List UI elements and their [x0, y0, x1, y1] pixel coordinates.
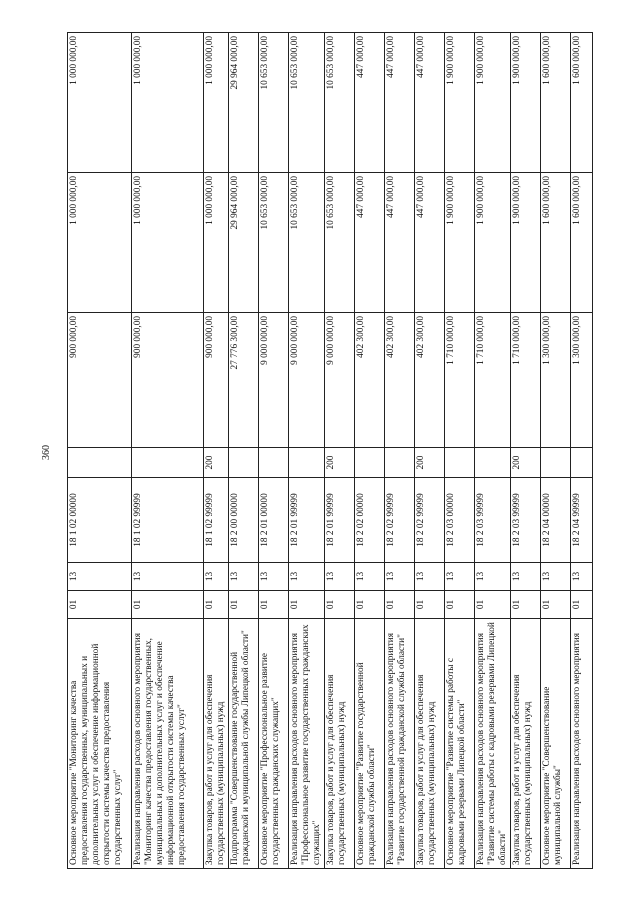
row-expense-type-code: [259, 448, 289, 478]
row-amount-year-1: 1 710 000,00: [445, 313, 475, 448]
row-name: Закупка товаров, работ и услуг для обеспечения государственных (муниципальных) нужд: [325, 619, 355, 869]
row-amount-year-2: 1 000 000,00: [132, 173, 204, 313]
row-amount-year-1: 1 710 000,00: [475, 313, 511, 448]
row-amount-year-1: 9 000 000,00: [289, 313, 325, 448]
row-target-article-code: 18 2 03 99999: [511, 478, 541, 563]
row-amount-year-1: 900 000,00: [68, 313, 132, 448]
row-target-article-code: 18 2 03 99999: [475, 478, 511, 563]
row-expense-type-code: [229, 448, 259, 478]
row-amount-year-1: 9 000 000,00: [325, 313, 355, 448]
row-amount-year-1: 9 000 000,00: [259, 313, 289, 448]
row-name: Закупка товаров, работ и услуг для обеспечения государственных (муниципальных) нужд: [415, 619, 445, 869]
row-name: Реализация направления расходов основного мероприятия: [571, 619, 593, 869]
row-amount-year-3: 447 000,00: [355, 33, 385, 173]
row-name: Основное мероприятие "Профессиональное развитие государственных гражданских служащих": [259, 619, 289, 869]
table-row: [68, 33, 132, 869]
row-expense-type-code: [385, 448, 415, 478]
row-target-article-code: 18 1 02 99999: [204, 478, 229, 563]
row-amount-year-3: 10 653 000,00: [289, 33, 325, 173]
row-amount-year-3: 10 653 000,00: [259, 33, 289, 173]
row-amount-year-2: 10 653 000,00: [259, 173, 289, 313]
row-expense-type-code: [571, 448, 593, 478]
row-ministry-code: 01: [289, 591, 325, 619]
row-amount-year-1: 1 300 000,00: [571, 313, 593, 448]
row-amount-year-3: 1 600 000,00: [541, 33, 571, 173]
row-ministry-code: 01: [571, 591, 593, 619]
table-row: [511, 33, 541, 869]
row-section-code: 13: [541, 563, 571, 591]
row-amount-year-2: 29 964 000,00: [229, 173, 259, 313]
budget-table: [67, 32, 593, 869]
row-section-code: 13: [204, 563, 229, 591]
row-expense-type-code: 200: [511, 448, 541, 478]
row-expense-type-code: 200: [415, 448, 445, 478]
row-amount-year-1: 27 776 300,00: [229, 313, 259, 448]
budget-table-container: [67, 33, 582, 869]
row-section-code: 13: [68, 563, 132, 591]
row-ministry-code: 01: [132, 591, 204, 619]
row-target-article-code: 18 2 03 00000: [445, 478, 475, 563]
row-target-article-code: 18 1 02 99999: [132, 478, 204, 563]
budget-table-body: [68, 33, 593, 869]
row-amount-year-2: 1 000 000,00: [204, 173, 229, 313]
table-row: [541, 33, 571, 869]
row-name: Основное мероприятие "Совершенствование муниципальной службы": [541, 619, 571, 869]
row-target-article-code: 18 2 00 00000: [229, 478, 259, 563]
row-ministry-code: 01: [355, 591, 385, 619]
row-expense-type-code: [355, 448, 385, 478]
row-ministry-code: 01: [541, 591, 571, 619]
row-ministry-code: 01: [259, 591, 289, 619]
row-name: Основное мероприятие "Мониторинг качества предоставления государственных, муниципальных и дополнительных услуг и обеспечение информационной открытости системы качества предоставления государственных услуг": [68, 619, 132, 869]
row-target-article-code: 18 1 02 00000: [68, 478, 132, 563]
table-row: [229, 33, 259, 869]
table-row: [289, 33, 325, 869]
row-amount-year-1: 1 710 000,00: [511, 313, 541, 448]
row-section-code: 13: [445, 563, 475, 591]
row-amount-year-3: 1 000 000,00: [68, 33, 132, 173]
row-amount-year-3: 447 000,00: [415, 33, 445, 173]
row-expense-type-code: [475, 448, 511, 478]
row-expense-type-code: [541, 448, 571, 478]
row-target-article-code: 18 2 04 00000: [541, 478, 571, 563]
table-row: [475, 33, 511, 869]
table-row: [445, 33, 475, 869]
row-name: Основное мероприятие "Развитие государственной гражданской службы области": [355, 619, 385, 869]
row-section-code: 13: [511, 563, 541, 591]
row-amount-year-2: 1 900 000,00: [475, 173, 511, 313]
row-expense-type-code: 200: [204, 448, 229, 478]
table-row: [415, 33, 445, 869]
row-ministry-code: 01: [229, 591, 259, 619]
row-ministry-code: 01: [415, 591, 445, 619]
row-name: Реализация направления расходов основного мероприятия "Развитие системы работы с кадровыми резервами Липецкой области": [475, 619, 511, 869]
row-name: Реализация направления расходов основного мероприятия "Мониторинг качества предоставления государственных, муниципальных и дополнительных услуг и обеспечение информационной открытости системы качества предоставления государственных услуг": [132, 619, 204, 869]
row-section-code: 13: [132, 563, 204, 591]
row-ministry-code: 01: [204, 591, 229, 619]
row-section-code: 13: [229, 563, 259, 591]
row-amount-year-3: 1 600 000,00: [571, 33, 593, 173]
row-section-code: 13: [325, 563, 355, 591]
row-amount-year-3: 1 900 000,00: [475, 33, 511, 173]
row-amount-year-2: 447 000,00: [355, 173, 385, 313]
table-row: [325, 33, 355, 869]
page-number: 360: [40, 444, 52, 460]
row-expense-type-code: [68, 448, 132, 478]
row-expense-type-code: [289, 448, 325, 478]
row-section-code: 13: [571, 563, 593, 591]
row-amount-year-3: 10 653 000,00: [325, 33, 355, 173]
row-name: Основное мероприятие "Развитие системы работы с кадровыми резервами Липецкой области": [445, 619, 475, 869]
row-expense-type-code: 200: [325, 448, 355, 478]
row-name: Закупка товаров, работ и услуг для обеспечения государственных (муниципальных) нужд: [204, 619, 229, 869]
table-row: [355, 33, 385, 869]
table-row: [571, 33, 593, 869]
row-section-code: 13: [475, 563, 511, 591]
row-amount-year-2: 1 900 000,00: [445, 173, 475, 313]
row-target-article-code: 18 2 02 99999: [415, 478, 445, 563]
row-ministry-code: 01: [325, 591, 355, 619]
row-target-article-code: 18 2 02 99999: [385, 478, 415, 563]
table-row: [259, 33, 289, 869]
row-amount-year-2: 447 000,00: [385, 173, 415, 313]
row-amount-year-3: 1 000 000,00: [204, 33, 229, 173]
row-ministry-code: 01: [385, 591, 415, 619]
row-section-code: 13: [355, 563, 385, 591]
row-ministry-code: 01: [475, 591, 511, 619]
row-amount-year-2: 1 000 000,00: [68, 173, 132, 313]
row-amount-year-1: 402 300,00: [385, 313, 415, 448]
rotated-table-frame: [67, 33, 582, 869]
row-amount-year-1: 1 300 000,00: [541, 313, 571, 448]
row-target-article-code: 18 2 02 00000: [355, 478, 385, 563]
row-amount-year-1: 402 300,00: [355, 313, 385, 448]
row-section-code: 13: [415, 563, 445, 591]
row-amount-year-2: 1 600 000,00: [571, 173, 593, 313]
table-row: [385, 33, 415, 869]
row-expense-type-code: [445, 448, 475, 478]
row-amount-year-3: 1 900 000,00: [511, 33, 541, 173]
row-amount-year-3: 1 900 000,00: [445, 33, 475, 173]
row-section-code: 13: [259, 563, 289, 591]
row-name: Закупка товаров, работ и услуг для обеспечения государственных (муниципальных) нужд: [511, 619, 541, 869]
row-amount-year-3: 29 964 000,00: [229, 33, 259, 173]
row-section-code: 13: [385, 563, 415, 591]
row-amount-year-3: 1 000 000,00: [132, 33, 204, 173]
row-target-article-code: 18 2 01 99999: [325, 478, 355, 563]
row-amount-year-2: 447 000,00: [415, 173, 445, 313]
table-row: [204, 33, 229, 869]
row-amount-year-1: 900 000,00: [132, 313, 204, 448]
row-amount-year-2: 10 653 000,00: [325, 173, 355, 313]
row-target-article-code: 18 2 01 00000: [259, 478, 289, 563]
row-section-code: 13: [289, 563, 325, 591]
row-name: Реализация направления расходов основного мероприятия "Развитие государственной гражданской службы области": [385, 619, 415, 869]
row-ministry-code: 01: [511, 591, 541, 619]
row-amount-year-2: 1 900 000,00: [511, 173, 541, 313]
row-amount-year-1: 900 000,00: [204, 313, 229, 448]
row-ministry-code: 01: [445, 591, 475, 619]
row-name: Подпрограмма "Совершенствование государственной гражданской и муниципальной службы Липецкой области": [229, 619, 259, 869]
row-amount-year-3: 447 000,00: [385, 33, 415, 173]
row-expense-type-code: [132, 448, 204, 478]
row-amount-year-1: 402 300,00: [415, 313, 445, 448]
row-amount-year-2: 10 653 000,00: [289, 173, 325, 313]
row-name: Реализация направления расходов основного мероприятия "Профессиональное развитие государственных гражданских служащих": [289, 619, 325, 869]
row-ministry-code: 01: [68, 591, 132, 619]
row-amount-year-2: 1 600 000,00: [541, 173, 571, 313]
table-row: [132, 33, 204, 869]
row-target-article-code: 18 2 01 99999: [289, 478, 325, 563]
row-target-article-code: 18 2 04 99999: [571, 478, 593, 563]
